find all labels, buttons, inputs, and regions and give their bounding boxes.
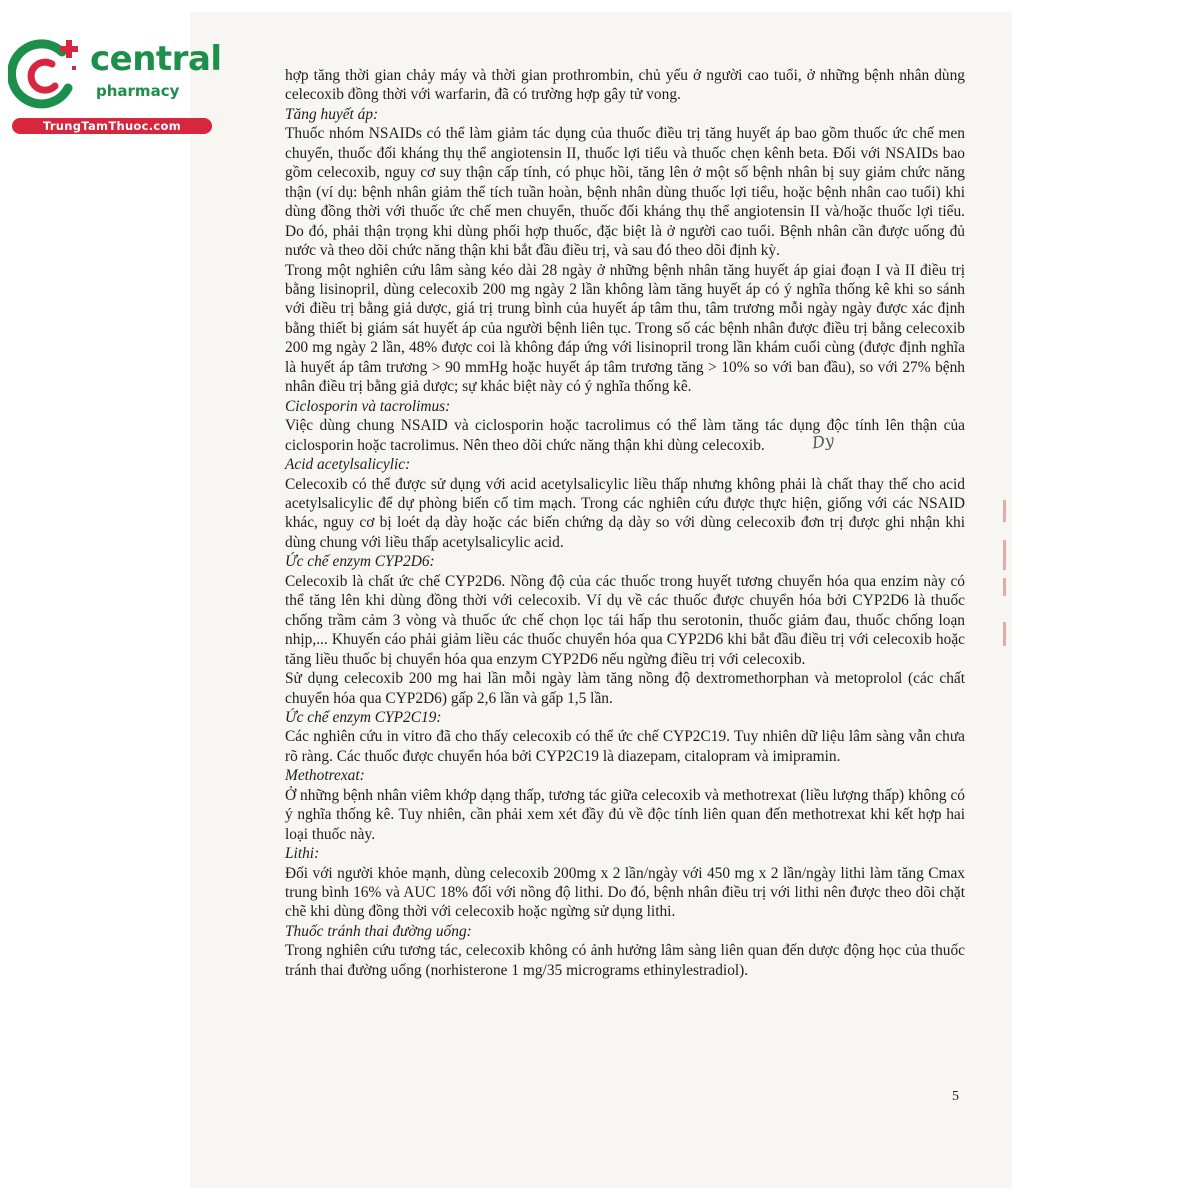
paragraph: Đối với người khỏe mạnh, dùng celecoxib 200mg x 2 lần/ngày với 450 mg x 2 lần/ngày lithi làm tăng Cmax trung bình 16% và AUC 18% đối với nồng độ lithi. Do đó, bệnh nhân điều trị với lithi nên được theo dõi chặt chẽ khi dùng đồng thời với celecoxib hoặc ngừng sử dụng lithi.	[285, 864, 965, 921]
section-heading: Lithi:	[285, 845, 320, 863]
stamp-edge-mark	[1003, 578, 1006, 596]
section-heading: Methotrexat:	[285, 767, 365, 785]
page-number: 5	[952, 1089, 959, 1104]
section-heading: Ức chế enzym CYP2C19:	[285, 708, 442, 726]
section-heading: Acid acetylsalicylic:	[285, 456, 411, 474]
paragraph: Ở những bệnh nhân viêm khớp dạng thấp, tương tác giữa celecoxib và methotrexat (liều lượng thấp) không có ý nghĩa thống kê. Tuy nhiên, cần phải xem xét đầy đủ về độc tính liên quan đến methotrexat khi kết hợp hai loại thuốc này.	[285, 786, 965, 843]
paragraph: hợp tăng thời gian chảy máy và thời gian prothrombin, chủ yếu ở người cao tuổi, ở những bệnh nhân dùng celecoxib đồng thời với warfarin, đã có trường hợp gây tử vong.	[285, 67, 965, 104]
section-heading: Ciclosporin và tacrolimus:	[285, 397, 451, 415]
section-heading: Thuốc tránh thai đường uống:	[285, 922, 472, 940]
paragraph: Sử dụng celecoxib 200 mg hai lần mỗi ngày làm tăng nồng độ dextromethorphan và metoprolol (các chất chuyển hóa qua CYP2D6) gấp 2,6 lần và gấp 1,5 lần.	[285, 670, 965, 707]
brand-url[interactable]: TrungTamThuoc.com	[12, 118, 212, 134]
paragraph: Trong nghiên cứu tương tác, celecoxib không có ảnh hưởng lâm sàng liên quan đến dược động học của thuốc tránh thai đường uống (norhisterone 1 mg/35 micrograms ethinylestradiol).	[285, 942, 965, 979]
document-body	[285, 66, 965, 980]
stamp-edge-mark	[1003, 540, 1006, 570]
paragraph: Các nghiên cứu in vitro đã cho thấy celecoxib có thể ức chế CYP2C19. Tuy nhiên dữ liệu lâm sàng vẫn chưa rõ ràng. Các thuốc được chuyển hóa bởi CYP2C19 là diazepam, citalopram và imipramin.	[285, 728, 965, 765]
paragraph: Trong một nghiên cứu lâm sàng kéo dài 28 ngày ở những bệnh nhân tăng huyết áp giai đoạn I và II điều trị bằng lisinopril, dùng celecoxib 200 mg ngày 2 lần không làm tăng huyết áp có ý nghĩa thống kê khi so sánh với điều trị bằng giả dược, giá trị trung bình của huyết áp tâm thu, tâm trương mỗi ngày ngày được xác định bằng thiết bị giám sát huyết áp của người bệnh liên tục. Trong số các bệnh nhân được điều trị bằng celecoxib 200 mg ngày 2 lần, 48% được coi là không đáp ứng với lisinopril trong lần khám cuối cùng (được định nghĩa là huyết áp tâm trương > 90 mmHg hoặc huyết áp tâm trương tăng > 10% so với ban đầu), so với 27% bệnh nhân điều trị bằng giả dược; sự khác biệt này có ý nghĩa thống kê.	[285, 261, 965, 396]
brand-subtitle: pharmacy	[96, 82, 180, 100]
stamp-edge-mark	[1003, 500, 1006, 522]
paragraph: Việc dùng chung NSAID và ciclosporin hoặc tacrolimus có thể làm tăng tác dụng độc tính lên thận của ciclosporin hoặc tacrolimus. Nên theo dõi chức năng thận khi dùng celecoxib.	[285, 417, 965, 454]
logo-mark-icon	[8, 36, 90, 116]
stamp-edge-mark	[1003, 622, 1006, 646]
brand-name: central	[90, 39, 222, 79]
central-pharmacy-logo[interactable]	[8, 36, 222, 136]
paragraph: Celecoxib là chất ức chế CYP2D6. Nồng độ của các thuốc trong huyết tương chuyển hóa qua enzim này có thể tăng lên khi dùng đồng thời với celecoxib. Ví dụ về các thuốc được chuyển hóa bởi CYP2D6 là thuốc chống trầm cảm 3 vòng và thuốc ức chế chọn lọc tái hấp thu serotonin, thuốc giảm đau, thuốc chống loạn nhịp,... Khuyến cáo phải giảm liều các thuốc chuyển hóa qua CYP2D6 khi bắt đầu điều trị với celecoxib hoặc tăng liều thuốc bị chuyển hóa qua enzym CYP2D6 nếu ngừng điều trị với celecoxib.	[285, 572, 965, 668]
section-heading: Ức chế enzym CYP2D6:	[285, 553, 435, 571]
section-heading: Tăng huyết áp:	[285, 105, 379, 123]
paragraph: Thuốc nhóm NSAIDs có thể làm giảm tác dụng của thuốc điều trị tăng huyết áp bao gồm thuốc ức chế men chuyển, thuốc đối kháng thụ thể angiotensin II, thuốc lợi tiểu và thuốc chẹn kênh beta. Đối với NSAIDs bao gồm celecoxib, nguy cơ suy thận cấp tính, có phục hồi, tăng lên ở một số bệnh nhân bị suy giảm chức năng thận (ví dụ: bệnh nhân giảm thể tích tuần hoàn, bệnh nhân dùng thuốc lợi tiểu, hoặc bệnh nhân cao tuổi) khi dùng đồng thời với thuốc ức chế men chuyển, thuốc đối kháng thụ thể angiotensin II và/hoặc thuốc lợi tiểu. Do đó, phải thận trọng khi dùng phối hợp thuốc, đặc biệt là ở người cao tuổi. Bệnh nhân cần được uống đủ nước và theo dõi chức năng thận khi bắt đầu điều trị, và sau đó theo dõi định kỳ.	[285, 125, 965, 260]
handwritten-initials: Dy	[810, 430, 836, 453]
paragraph: Celecoxib có thể được sử dụng với acid acetylsalicylic liều thấp nhưng không phải là chất thay thế cho acid acetylsalicylic để dự phòng biến cố tim mạch. Trong các nghiên cứu được thực hiện, giống với các NSAID khác, nguy cơ bị loét dạ dày hoặc các biến chứng dạ dày so với dùng celecoxib đơn trị được ghi nhận khi dùng chung với liều thấp acetylsalicylic acid.	[285, 475, 965, 551]
